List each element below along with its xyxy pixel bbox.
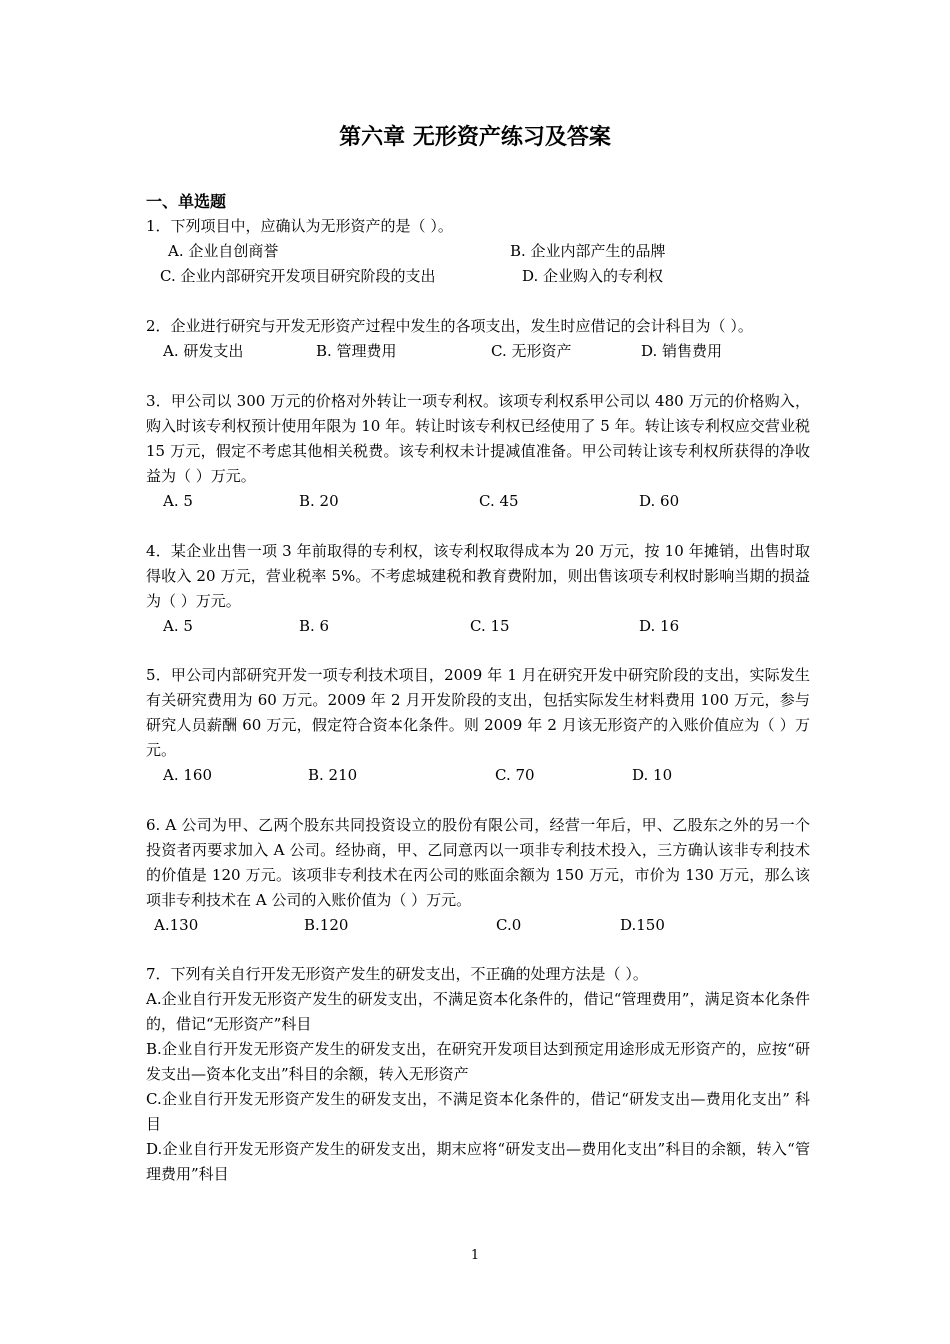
option-c: C.企业自行开发无形资产发生的研发支出，不满足资本化条件的，借记“研发支出—费用化支出” 科目: [146, 1090, 810, 1133]
option-b: B. 管理费用: [316, 342, 397, 360]
option-c: C.0: [496, 916, 522, 934]
option-d: D.企业自行开发无形资产发生的研发支出，期末应将“研发支出—费用化支出”科目的余额，转入“管理费用”科目: [146, 1140, 810, 1183]
option-d: D. 60: [639, 492, 680, 510]
options-row: [146, 489, 810, 514]
option-c: C. 45: [479, 492, 519, 510]
option-b: B. 210: [308, 766, 358, 784]
option-b: B. 6: [299, 617, 330, 635]
question-7: [146, 962, 810, 1187]
option-a: A.企业自行开发无形资产发生的研发支出，不满足资本化条件的，借记“管理费用”，满足资本化条件的，借记“无形资产”科目: [146, 990, 810, 1033]
option-b: B.120: [304, 916, 349, 934]
option-a: A. 研发支出: [163, 342, 244, 360]
options-row: [146, 763, 810, 788]
option-a: A.130: [154, 916, 199, 934]
options-row: [146, 239, 810, 264]
option-c: C. 无形资产: [491, 342, 572, 360]
question-stem: 3．甲公司以 300 万元的价格对外转让一项专利权。该项专利权系甲公司以 480 万元的价格购入，购入时该专利权预计使用年限为 10 年。转让时该专利权已经使用了 5 年。转让该专利权应交营业税 15 万元，假定不考虑其他相关税费。该专利权未计提减值准备。甲公司转让该专利权所获得的净收益为（ ）万元。: [146, 392, 810, 485]
options-row: [146, 339, 810, 364]
question-stem: 6. A 公司为甲、乙两个股东共同投资设立的股份有限公司，经营一年后，甲、乙股东之外的另一个投资者丙要求加入 A 公司。经协商，甲、乙同意丙以一项非专利技术投入，三方确认该非专利技术的价值是 120 万元。该项非专利技术在丙公司的账面余额为 150 万元，市价为 130 万元，那么该项非专利技术在 A 公司的入账价值为（ ）万元。: [146, 816, 810, 909]
option-a: A. 5: [163, 617, 193, 635]
option-d: D. 10: [632, 766, 673, 784]
option-a: A. 5: [163, 492, 193, 510]
section-heading: 一、单选题: [146, 192, 227, 211]
option-b: B.企业自行开发无形资产发生的研发支出，在研究开发项目达到预定用途形成无形资产的，应按“研发支出—资本化支出”科目的余额，转入无形资产: [146, 1040, 810, 1083]
option-b: B. 20: [299, 492, 339, 510]
option-d: D. 企业购入的专利权: [522, 267, 664, 285]
option-d: D. 16: [639, 617, 680, 635]
question-2: [146, 314, 810, 364]
question-stem: 1．下列项目中，应确认为无形资产的是（ ）。: [146, 217, 453, 235]
option-b: B. 企业内部产生的品牌: [510, 242, 666, 260]
option-d: D.150: [620, 916, 665, 934]
question-4: [146, 539, 810, 639]
option-a: A. 160: [163, 766, 212, 784]
options-row: [146, 614, 810, 639]
page-number: 1: [470, 1248, 480, 1263]
question-3: [146, 389, 810, 514]
question-stem: 7．下列有关自行开发无形资产发生的研发支出，不正确的处理方法是（ ）。: [146, 965, 648, 983]
option-c: C. 企业内部研究开发项目研究阶段的支出: [160, 267, 436, 285]
option-a: A. 企业自创商誉: [168, 242, 279, 260]
question-stem: 4．某企业出售一项 3 年前取得的专利权，该专利权取得成本为 20 万元，按 10 年摊销，出售时取得收入 20 万元，营业税率 5%。不考虑城建税和教育费附加，则出售该项专利权时影响当期的损益为（ ）万元。: [146, 542, 810, 610]
page-title: 第六章 无形资产练习及答案: [339, 125, 611, 150]
options-row: [146, 913, 810, 938]
question-5: [146, 663, 810, 788]
question-6: [146, 813, 810, 938]
option-d: D. 销售费用: [641, 342, 723, 360]
question-1: [146, 214, 810, 289]
question-stem: 5．甲公司内部研究开发一项专利技术项目，2009 年 1 月在研究开发中研究阶段的支出，实际发生有关研究费用为 60 万元。2009 年 2 月开发阶段的支出，包括实际发生材料费用 100 万元，参与研究人员薪酬 60 万元，假定符合资本化条件。则 2009 年 2 月该无形资产的入账价值应为（ ）万元。: [146, 666, 810, 759]
option-c: C. 15: [470, 617, 510, 635]
option-c: C. 70: [495, 766, 535, 784]
options-row: [146, 264, 810, 289]
question-stem: 2．企业进行研究与开发无形资产过程中发生的各项支出，发生时应借记的会计科目为（ ）。: [146, 317, 753, 335]
